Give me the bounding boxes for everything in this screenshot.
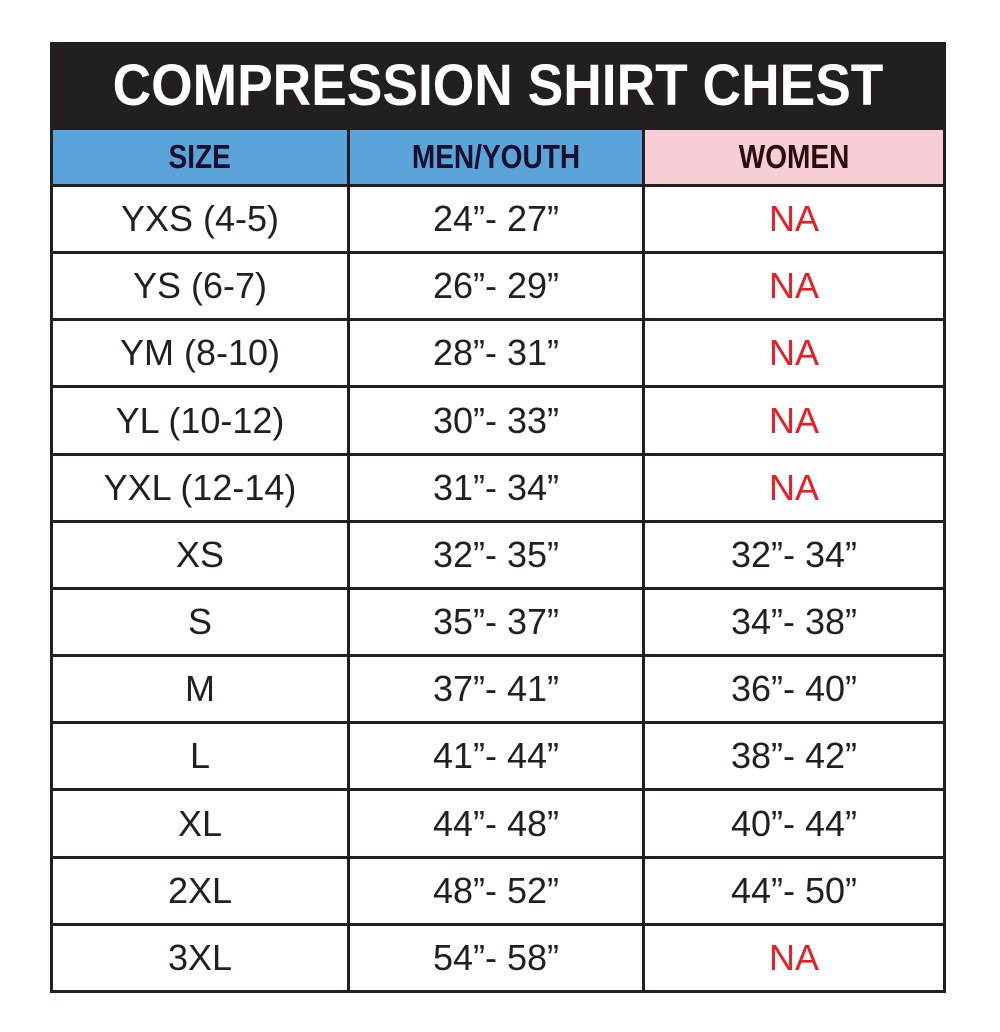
size-cell: S [53, 590, 347, 654]
men-youth-cell: 28”- 31” [350, 321, 642, 385]
men-youth-cell: 24”- 27” [350, 187, 642, 251]
women-cell: NA [645, 254, 943, 318]
size-cell: 2XL [53, 859, 347, 923]
column-header-men-youth: MEN/YOUTH [350, 130, 642, 184]
chart-title: COMPRESSION SHIRT CHEST [112, 52, 884, 118]
men-youth-cell: 26”- 29” [350, 254, 642, 318]
men-youth-cell: 44”- 48” [350, 791, 642, 855]
women-cell: 38”- 42” [645, 724, 943, 788]
women-cell: 32”- 34” [645, 523, 943, 587]
men-youth-cell: 30”- 33” [350, 388, 642, 452]
size-cell: YS (6-7) [53, 254, 347, 318]
size-cell: L [53, 724, 347, 788]
size-table [53, 130, 943, 990]
size-cell: 3XL [53, 926, 347, 990]
size-cell: YM (8-10) [53, 321, 347, 385]
size-cell: M [53, 657, 347, 721]
size-cell: YXL (12-14) [53, 456, 347, 520]
women-cell: NA [645, 321, 943, 385]
size-chart [50, 42, 946, 993]
women-cell: NA [645, 388, 943, 452]
women-cell: NA [645, 926, 943, 990]
men-youth-cell: 48”- 52” [350, 859, 642, 923]
size-cell: YL (10-12) [53, 388, 347, 452]
men-youth-cell: 35”- 37” [350, 590, 642, 654]
men-youth-cell: 37”- 41” [350, 657, 642, 721]
size-cell: YXS (4-5) [53, 187, 347, 251]
men-youth-cell: 54”- 58” [350, 926, 642, 990]
column-header-size: SIZE [53, 130, 347, 184]
men-youth-cell: 31”- 34” [350, 456, 642, 520]
column-header-women: WOMEN [645, 130, 943, 184]
size-cell: XL [53, 791, 347, 855]
women-cell: NA [645, 187, 943, 251]
women-cell: NA [645, 456, 943, 520]
men-youth-cell: 32”- 35” [350, 523, 642, 587]
women-cell: 34”- 38” [645, 590, 943, 654]
women-cell: 36”- 40” [645, 657, 943, 721]
size-cell: XS [53, 523, 347, 587]
women-cell: 40”- 44” [645, 791, 943, 855]
women-cell: 44”- 50” [645, 859, 943, 923]
men-youth-cell: 41”- 44” [350, 724, 642, 788]
